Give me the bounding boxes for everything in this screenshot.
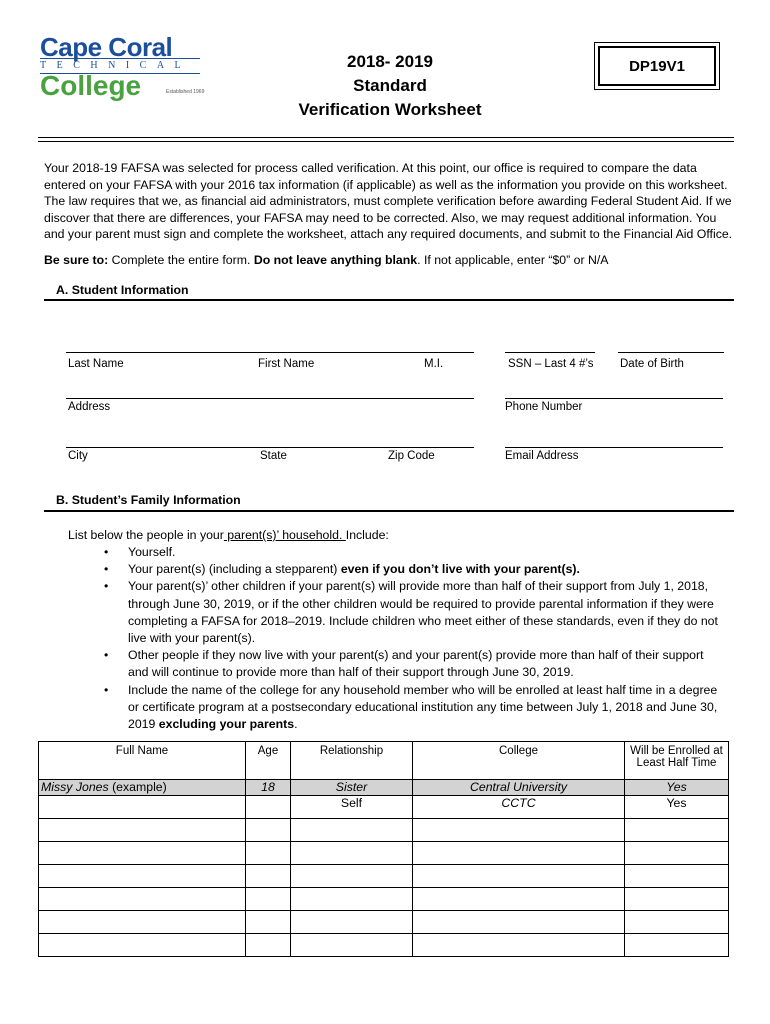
include-list — [104, 544, 724, 733]
logo-rule-top — [40, 58, 200, 59]
table-row — [39, 911, 729, 934]
self-name[interactable] — [39, 796, 246, 819]
table-cell[interactable] — [246, 888, 291, 911]
section-a-title: A. Student Information — [56, 283, 189, 297]
city-label: City — [68, 450, 88, 462]
bullet-2-text: Your parent(s) (including a stepparent) — [128, 562, 341, 577]
last-name-label: Last Name — [68, 358, 124, 370]
self-college: CCTC — [413, 796, 625, 819]
table-cell[interactable] — [413, 842, 625, 865]
example-age: 18 — [246, 780, 291, 796]
be-sure-bold: Do not leave anything blank — [253, 253, 418, 267]
list-item — [104, 647, 724, 681]
list-item — [104, 682, 724, 734]
page-title — [260, 50, 520, 122]
table-row — [39, 888, 729, 911]
be-sure-text2: . If not applicable, enter “$0” or N/A — [417, 253, 609, 267]
be-sure-label: Be sure to: — [44, 253, 109, 267]
example-name-text: Missy Jones — [41, 780, 109, 794]
table-cell[interactable] — [291, 865, 413, 888]
title-line3: Verification Worksheet — [298, 100, 482, 119]
email-label: Email Address — [505, 450, 579, 462]
table-cell[interactable] — [413, 934, 625, 957]
table-cell[interactable] — [39, 934, 246, 957]
name-line[interactable] — [66, 352, 474, 353]
table-cell[interactable] — [625, 865, 729, 888]
example-name-suffix: (example) — [108, 780, 167, 794]
table-cell[interactable] — [291, 888, 413, 911]
email-line[interactable] — [505, 447, 723, 448]
table-cell[interactable] — [39, 865, 246, 888]
example-name — [39, 780, 246, 796]
address-label: Address — [68, 401, 111, 413]
self-relationship: Self — [291, 796, 413, 819]
example-row — [39, 780, 729, 796]
section-a-rule — [44, 299, 734, 301]
table-cell[interactable] — [39, 842, 246, 865]
list-intro-underlined: parent(s)’ household. — [223, 528, 346, 542]
list-intro-2: Include: — [345, 528, 389, 542]
table-cell[interactable] — [39, 888, 246, 911]
zip-label: Zip Code — [388, 450, 435, 462]
table-header-row — [39, 742, 729, 780]
example-relationship: Sister — [291, 780, 413, 796]
bullet-2-bold: even if you don’t live with your parent(s). — [340, 562, 580, 577]
phone-label: Phone Number — [505, 401, 583, 413]
table-cell[interactable] — [625, 934, 729, 957]
first-name-label: First Name — [258, 358, 315, 370]
table-cell[interactable] — [413, 888, 625, 911]
dob-label: Date of Birth — [620, 358, 684, 370]
self-enrolled: Yes — [625, 796, 729, 819]
list-intro-1: List below the people in your — [68, 528, 224, 542]
college-logo — [38, 33, 203, 99]
bullet-5-end: . — [294, 717, 298, 732]
be-sure-note — [44, 253, 734, 267]
be-sure-text1: Complete the entire form. — [108, 253, 254, 267]
logo-line3: College — [40, 70, 142, 101]
table-row — [39, 865, 729, 888]
col-full-name: Full Name — [39, 742, 246, 780]
bullet-4-text: Other people if they now live with your parent(s) and your parent(s) provide more than half of their support and will continue to provide more than half of their support through June 30, 2019. — [128, 648, 704, 680]
example-enrolled: Yes — [625, 780, 729, 796]
table-cell[interactable] — [39, 819, 246, 842]
table-cell[interactable] — [291, 911, 413, 934]
col-enrolled: Will be Enrolled at Least Half Time — [625, 742, 729, 780]
state-label: State — [260, 450, 287, 462]
table-row — [39, 842, 729, 865]
bullet-3-text: Your parent(s)’ other children if your parent(s) will provide more than half of their support from July 1, 2018, through June 30, 2019, or if the other children would be required to provide parental information if they were completing a FAFSA for 2018–2019. Include children who meet either of these standards, even if they do not live with your parent(s). — [128, 579, 718, 646]
col-age: Age — [246, 742, 291, 780]
form-code-box — [594, 42, 720, 90]
list-item — [104, 578, 724, 647]
ssn-label: SSN – Last 4 #’s — [508, 358, 594, 370]
col-relationship: Relationship — [291, 742, 413, 780]
city-line[interactable] — [66, 447, 474, 448]
bullet-1-text: Yourself. — [128, 545, 176, 559]
table-cell[interactable] — [413, 911, 625, 934]
table-cell[interactable] — [625, 819, 729, 842]
table-cell[interactable] — [291, 934, 413, 957]
self-row — [39, 796, 729, 819]
table-cell[interactable] — [246, 934, 291, 957]
ssn-line[interactable] — [505, 352, 595, 353]
phone-line[interactable] — [505, 398, 723, 399]
section-b-title: B. Student’s Family Information — [56, 493, 241, 507]
title-line2: Standard — [353, 76, 427, 95]
table-cell[interactable] — [625, 911, 729, 934]
section-b-rule — [44, 510, 734, 512]
table-cell[interactable] — [291, 819, 413, 842]
table-cell[interactable] — [625, 888, 729, 911]
table-row — [39, 819, 729, 842]
table-cell[interactable] — [413, 865, 625, 888]
table-cell[interactable] — [246, 865, 291, 888]
logo-line1: Cape Coral — [40, 32, 173, 62]
form-code: DP19V1 — [598, 46, 716, 86]
household-table — [38, 741, 729, 957]
intro-paragraph: Your 2018-19 FAFSA was selected for process called verification. At this point, our office is required to compare the data entered on your FAFSA with your 2016 tax information (if applicable) as well as the information you provide on this worksheet. The law requires that we, as financial aid administrators, must complete verification before awarding Federal Student Aid. If we discover that there are differences, your FAFSA may need to be corrected. Also, we may request additional information. You and your parent must sign and complete the worksheet, attach any required documents, and submit to the Financial Aid Office. — [44, 161, 733, 241]
table-cell[interactable] — [291, 842, 413, 865]
logo-established: Established 1969 — [166, 89, 205, 95]
table-cell[interactable] — [246, 819, 291, 842]
title-year: 2018- 2019 — [346, 52, 434, 71]
col-college: College — [413, 742, 625, 780]
table-cell[interactable] — [625, 842, 729, 865]
bullet-5-text: Include the name of the college for any household member who will be enrolled at least half time in a degree or certificate program at a postsecondary educational institution any time between July 1, 2018 and June 30, 2019 — [128, 682, 718, 732]
mi-label: M.I. — [424, 358, 444, 370]
bullet-5-bold: excluding your parents — [158, 717, 295, 732]
dob-line[interactable] — [618, 352, 724, 353]
header-divider-2 — [38, 141, 734, 142]
table-cell[interactable] — [413, 819, 625, 842]
logo-line2: TECHNICAL — [40, 60, 192, 71]
table-row — [39, 934, 729, 957]
table-cell[interactable] — [246, 911, 291, 934]
self-age[interactable] — [246, 796, 291, 819]
table-cell[interactable] — [246, 842, 291, 865]
address-line[interactable] — [66, 398, 474, 399]
list-item — [104, 561, 724, 578]
example-college: Central University — [413, 780, 625, 796]
list-item — [104, 544, 724, 561]
list-intro — [68, 528, 389, 542]
table-cell[interactable] — [39, 911, 246, 934]
header-divider — [38, 137, 734, 138]
